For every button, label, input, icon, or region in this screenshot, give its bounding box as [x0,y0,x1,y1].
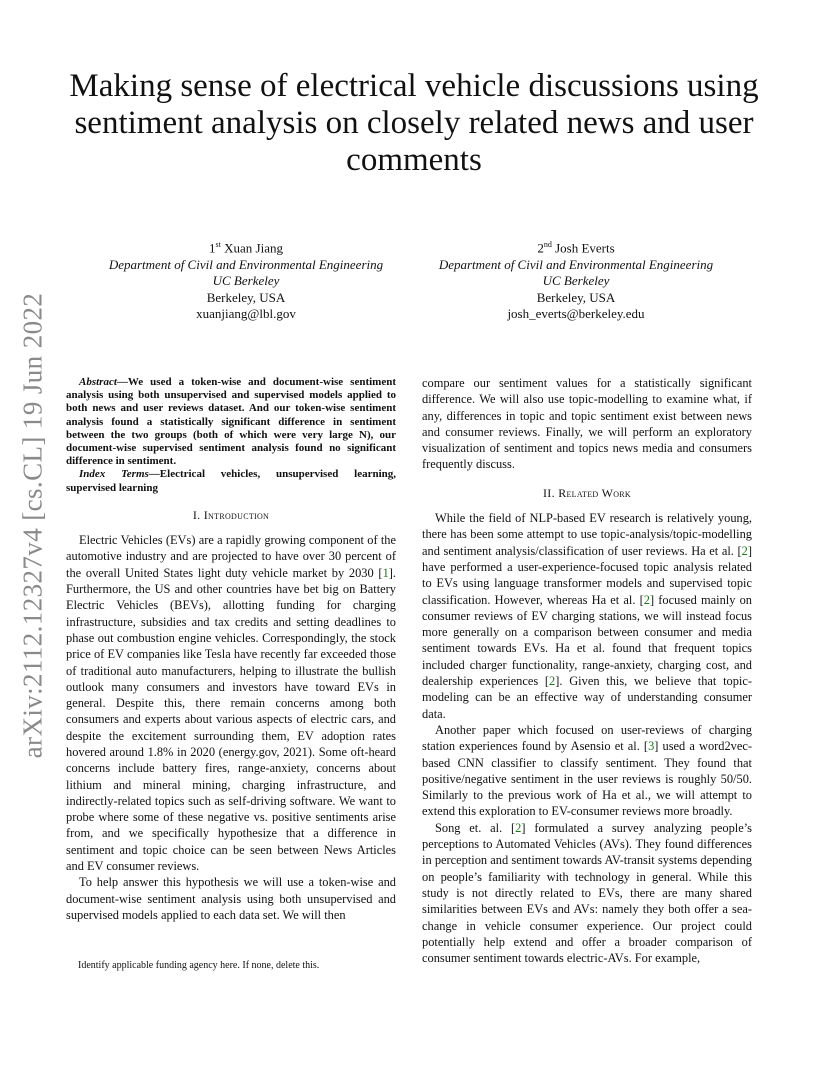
author-email: xuanjiang@lbl.gov [196,306,296,322]
author-block-1 [66,237,426,323]
author-department: Department of Civil and Environmental Engineering [108,256,384,272]
author-email: josh_everts@berkeley.edu [507,306,645,322]
citation-link[interactable]: 2 [515,820,522,835]
citation-link[interactable]: 2 [741,543,748,558]
related-paragraph-1: While the field of NLP-based EV research is relatively young, there has been some attempt to use topic-analysis/topic-modelling and sentiment analysis/classification of user reviews. Ha et al. [2] have performed a user-experience-focused topic analysis related to EVs using language transformer models and supervised topic classification. However, whereas Ha et al. [2] focused mainly on consumer reviews of EV charging stations, we will instead focus more generally on a comparison between consumer and media sentiment towards EVs. Ha et al. found that frequent topics included charger functionality, range-anxiety, charging cost, and dealership experiences [2]. Given this, we believe that topic-modeling can be an effective way of understanding consumer data. [422,511,753,721]
author-institution: UC Berkeley [542,273,610,289]
citation-link[interactable]: 3 [648,739,655,754]
related-paragraph-2: Another paper which focused on user-reviews of charging station experiences found by Asensio et al. [3] used a word2vec-based CNN classifier to classify sentiment. They found that positive/negative sentiment in the user reviews is roughly 50/50. Similarly to the previous work of Ha et al., we will attempt to extend this exploration to EV-consumer reviews more broadly. [422,722,752,819]
abstract: Abstract—We used a token-wise and document-wise sentiment analysis using both unsupervised and supervised models applied to both news and user reviews dataset. And our token-wise sentiment analysis found a statistically significant difference in sentiment between the two groups (both of which were very large N), our document-wise supervised sentiment analysis found no significant difference in sentiment. [66,376,396,468]
author-institution: UC Berkeley [212,273,280,289]
citation-link[interactable]: 1 [382,565,389,580]
author-location: Berkeley, USA [206,289,286,305]
intro-paragraph-1: Electric Vehicles (EVs) are a rapidly growing component of the automotive industry and are projected to have over 30 percent of the overall United States light duty vehicle market by 2030 [1]. Furthermore, the US and other countries have bet big on Battery Electric Vehicles (BEVs), allotting funding for charging infrastructure, subsidies and tax credits and setting deadlines to phase out combustion engine vehicles. Correspondingly, the stock price of EV companies like Tesla have recently far exceeded those of traditional auto manufacturers, helping to illustrate the bullish outlook many consumers and investors have toward EVs in general. Despite this, there remain concerns among both consumers and experts about various aspects of electric cars, and despite the excitement surrounding them, EV adoption rates hovered around 1.8% in 2020 (energy.gov, 2021). Some oft-heard concerns include battery fires, range-anxiety, concerns about lithium and mineral mining, charging infrastructure, and indirectly-related topics such as self-driving software. We want to probe where some of these negative vs. positive sentiments arise from, and we specifically hypothesize that a difference in sentiment and topic choice can be seen between News Articles and EV consumer reviews. [66,533,396,874]
related-paragraph-3: Song et. al. [2] formulated a survey analyzing people’s perceptions to Automated Vehicles (AVs). They found differences in perception and sentiment towards AV-transit systems depending on people’s familiarity with technology in general. While this study is not directly related to EVs, there are many shared similarities between EVs and AVs: namely they both offer a sea-change in vehicle consumer experience. Our project could potentially help extend and offer a broader comparison of consumer sentiment towards electric-AVs. For example, [422,820,752,966]
index-terms: Index Terms—Electrical vehicles, unsupervised learning, supervised learning [66,468,396,494]
intro-continued-paragraph: compare our sentiment values for a statistically significant difference. We will also use topic-modelling to examine what, if any, differences in topic and topic sentiment exist between news and consumer reviews. Finally, we will perform an exploratory visualization of sentiment and topics news media and consumers frequently discuss. [422,376,752,472]
left-column [66,376,396,923]
arxiv-identifier-text: arXiv:2112.12327v4 [cs.CL] 19 Jun 2022 [17,292,48,758]
intro-paragraph-2: To help answer this hypothesis we will use a token-wise and document-wise sentiment analysis using both unsupervised and supervised models applied to each data set. We will then [66,875,396,922]
right-column [422,375,752,966]
arxiv-identifier [10,290,56,760]
citation-link[interactable]: 2 [549,674,556,689]
author-name: 2nd Josh Everts [537,240,615,256]
author-location: Berkeley, USA [536,289,616,305]
author-block-2 [396,237,756,323]
section-heading-introduction: I. Introduction [192,507,270,522]
author-department: Department of Civil and Environmental Engineering [438,256,714,272]
author-name: 1st Xuan Jiang [209,240,283,256]
funding-footnote: Identify applicable funding agency here. If none, delete this. [78,960,320,971]
paper-title: Making sense of electrical vehicle discussions using sentiment analysis on closely related news and user comments [69,68,759,178]
section-heading-related-work: II. Related Work [542,485,632,500]
citation-link[interactable]: 2 [643,592,650,607]
